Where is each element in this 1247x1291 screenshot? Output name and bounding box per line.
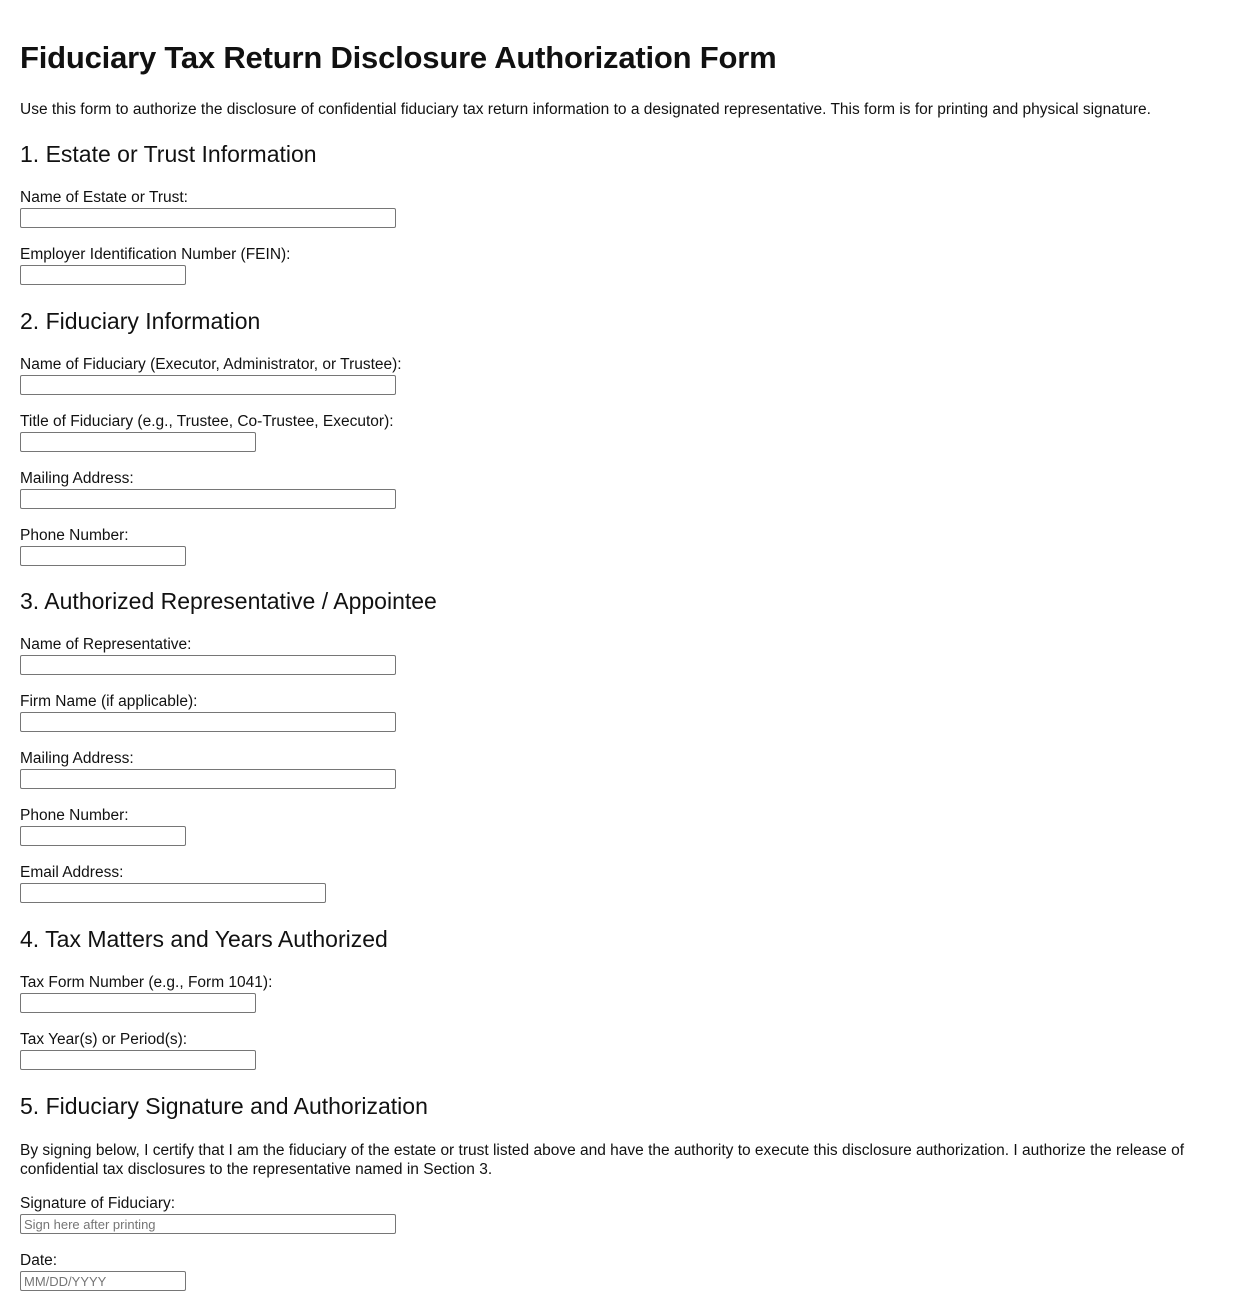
tax-form-label: Tax Form Number (e.g., Form 1041): bbox=[20, 974, 273, 991]
fiduciary-phone-label: Phone Number: bbox=[20, 527, 129, 544]
representative-address-input[interactable] bbox=[20, 769, 396, 789]
representative-email-label: Email Address: bbox=[20, 864, 124, 881]
fiduciary-phone-input[interactable] bbox=[20, 546, 186, 566]
representative-email-input[interactable] bbox=[20, 883, 326, 903]
authorization-statement: By signing below, I certify that I am the fiduciary of the estate or trust listed above and have the authority to execute this disclosure authorization. I authorize the release of confidential tax disclosures to the representative named in Section 3. bbox=[20, 1142, 1185, 1178]
representative-name-input[interactable] bbox=[20, 655, 396, 675]
firm-name-input[interactable] bbox=[20, 712, 396, 732]
tax-form-input[interactable] bbox=[20, 993, 256, 1013]
section-5-heading: 5. Fiduciary Signature and Authorization bbox=[20, 1093, 428, 1119]
date-input[interactable] bbox=[20, 1271, 186, 1291]
fein-label: Employer Identification Number (FEIN): bbox=[20, 246, 291, 263]
representative-address-label: Mailing Address: bbox=[20, 750, 134, 767]
representative-phone-input[interactable] bbox=[20, 826, 186, 846]
signature-label: Signature of Fiduciary: bbox=[20, 1195, 176, 1212]
fiduciary-name-input[interactable] bbox=[20, 375, 396, 395]
fein-input[interactable] bbox=[20, 265, 186, 285]
fiduciary-title-input[interactable] bbox=[20, 432, 256, 452]
representative-phone-label: Phone Number: bbox=[20, 807, 129, 824]
fiduciary-address-input[interactable] bbox=[20, 489, 396, 509]
tax-years-input[interactable] bbox=[20, 1050, 256, 1070]
tax-years-label: Tax Year(s) or Period(s): bbox=[20, 1031, 188, 1048]
signature-input[interactable] bbox=[20, 1214, 396, 1234]
fiduciary-name-label: Name of Fiduciary (Executor, Administrator, or Trustee): bbox=[20, 356, 402, 373]
intro-text: Use this form to authorize the disclosure of confidential fiduciary tax return information to a designated representative. This form is for printing and physical signature. bbox=[20, 101, 1151, 118]
date-label: Date: bbox=[20, 1252, 58, 1269]
section-2-heading: 2. Fiduciary Information bbox=[20, 308, 261, 334]
representative-name-label: Name of Representative: bbox=[20, 636, 192, 653]
fiduciary-title-label: Title of Fiduciary (e.g., Trustee, Co-Trustee, Executor): bbox=[20, 413, 394, 430]
section-3-heading: 3. Authorized Representative / Appointee bbox=[20, 588, 437, 614]
page-title: Fiduciary Tax Return Disclosure Authorization Form bbox=[20, 40, 777, 75]
section-1-heading: 1. Estate or Trust Information bbox=[20, 141, 317, 167]
section-4-heading: 4. Tax Matters and Years Authorized bbox=[20, 926, 388, 952]
firm-name-label: Firm Name (if applicable): bbox=[20, 693, 198, 710]
estate-name-label: Name of Estate or Trust: bbox=[20, 189, 188, 206]
fiduciary-address-label: Mailing Address: bbox=[20, 470, 134, 487]
estate-name-input[interactable] bbox=[20, 208, 396, 228]
